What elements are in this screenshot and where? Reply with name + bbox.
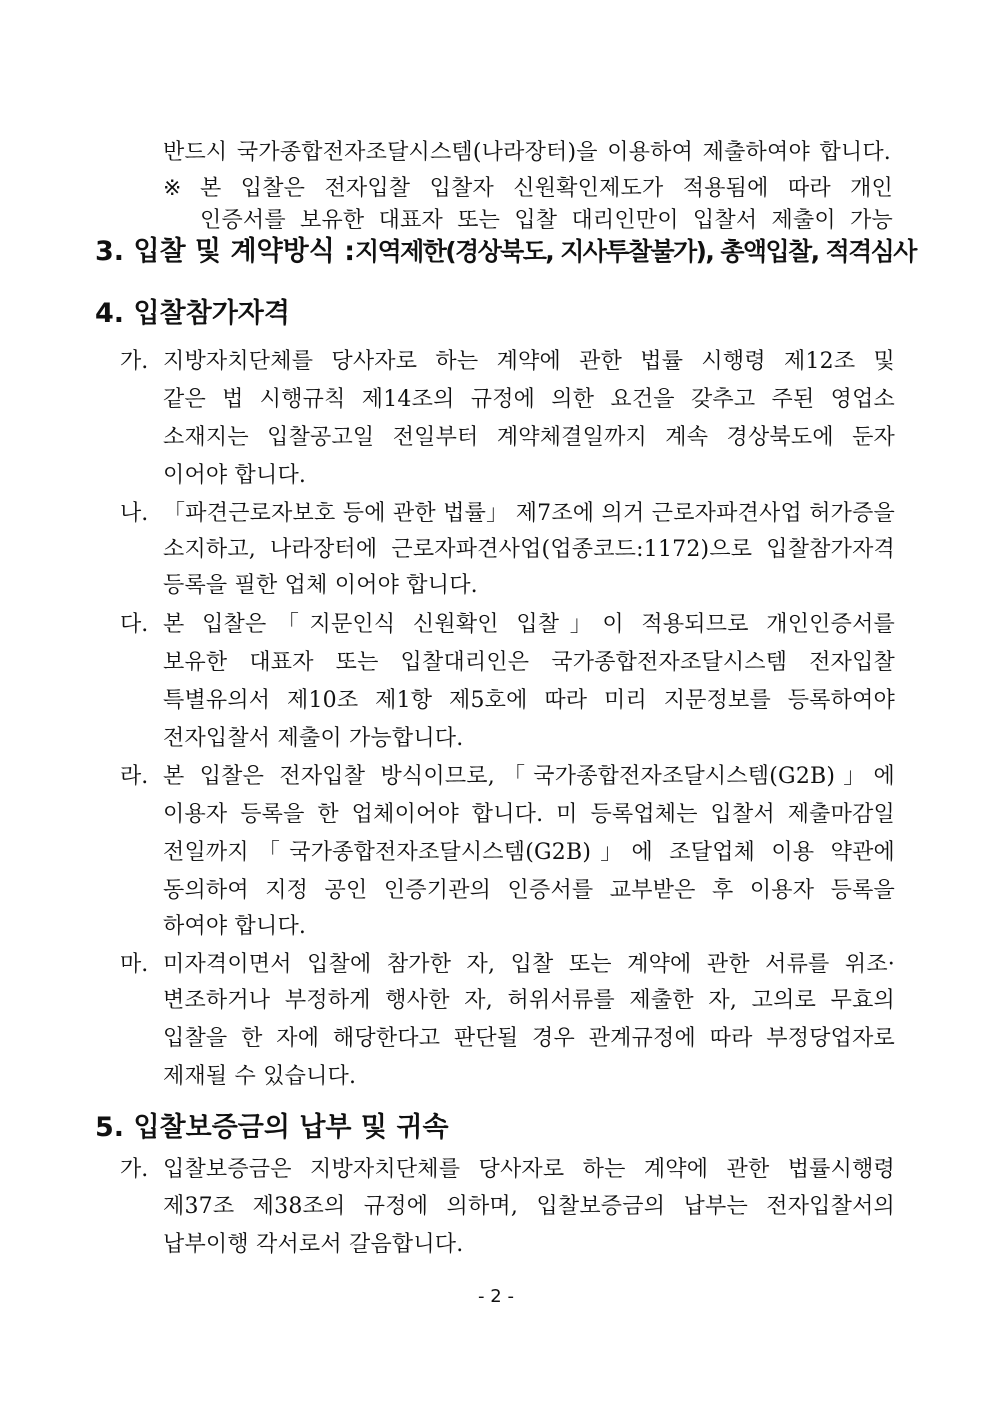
section-3-heading (95, 232, 916, 272)
intro-line-1: 반드시 국가종합전자조달시스템(나라장터)을 이용하여 제출하여야 합니다. (163, 140, 891, 165)
item-label: 가. (120, 349, 149, 374)
item-text-line: 변조하거나 부정하게 행사한 자, 허위서류를 제출한 자, 고의로 무효의 (163, 988, 895, 1013)
item-text-line: 본 입찰은「지문인식 신원확인 입찰」이 적용되므로 개인인증서를 (163, 612, 895, 637)
item-text-line: 이용자 등록을 한 업체이어야 합니다. 미 등록업체는 입찰서 제출마감일 (163, 802, 895, 827)
item-text-line: 제재될 수 있습니다. (163, 1064, 357, 1089)
item-label: 라. (120, 764, 149, 789)
item-text-line: 「파견근로자보호 등에 관한 법률」 제7조에 의거 근로자파견사업 허가증을 (163, 501, 895, 526)
item-text-line: 동의하여 지정 공인 인증기관의 인증서를 교부받은 후 이용자 등록을 (163, 878, 895, 903)
item-text-line: 납부이행 각서로서 갈음합니다. (163, 1232, 464, 1257)
item-label: 마. (120, 952, 149, 977)
section-3-value: 지역제한(경상북도, 지사투찰불가), 총액입찰, 적격심사 (355, 237, 916, 266)
item-text-line: 입찰보증금은 지방자치단체를 당사자로 하는 계약에 관한 법률시행령 (163, 1157, 895, 1182)
item-text-line: 보유한 대표자 또는 입찰대리인은 국가종합전자조달시스템 전자입찰 (163, 650, 895, 675)
item-text-line: 본 입찰은 전자입찰 방식이므로,「국가종합전자조달시스템(G2B)」에 (163, 764, 895, 789)
item-label: 다. (120, 612, 149, 637)
page-number: - 2 - (478, 1286, 514, 1307)
section-3-title: 3. 입찰 및 계약방식 : (95, 236, 356, 267)
item-label: 나. (120, 501, 149, 526)
item-text-line: 이어야 합니다. (163, 463, 307, 488)
note-line-2: 인증서를 보유한 대표자 또는 입찰 대리인만이 입찰서 제출이 가능 (200, 208, 893, 233)
item-text-line: 전자입찰서 제출이 가능합니다. (163, 726, 464, 751)
item-text-line: 미자격이면서 입찰에 참가한 자, 입찰 또는 계약에 관한 서류를 위조· (163, 952, 895, 977)
section-5-heading: 5. 입찰보증금의 납부 및 귀속 (95, 1112, 449, 1143)
note-mark: ※ (163, 176, 182, 201)
item-text-line: 특별유의서 제10조 제1항 제5호에 따라 미리 지문정보를 등록하여야 (163, 688, 895, 713)
item-text-line: 하여야 합니다. (163, 914, 307, 939)
item-text-line: 지방자치단체를 당사자로 하는 계약에 관한 법률 시행령 제12조 및 (163, 349, 895, 374)
section-4-heading: 4. 입찰참가자격 (95, 298, 290, 329)
item-text-line: 입찰을 한 자에 해당한다고 판단될 경우 관계규정에 따라 부정당업자로 (163, 1026, 895, 1051)
item-text-line: 등록을 필한 업체 이어야 합니다. (163, 573, 478, 598)
item-text-line: 전일까지「국가종합전자조달시스템(G2B)」에 조달업체 이용 약관에 (163, 840, 895, 865)
note-line-1: 본 입찰은 전자입찰 입찰자 신원확인제도가 적용됨에 따라 개인 (200, 176, 893, 201)
item-text-line: 소재지는 입찰공고일 전일부터 계약체결일까지 계속 경상북도에 둔자 (163, 425, 895, 450)
item-text-line: 같은 법 시행규칙 제14조의 규정에 의한 요건을 갖추고 주된 영업소 (163, 387, 895, 412)
item-text-line: 제37조 제38조의 규정에 의하며, 입찰보증금의 납부는 전자입찰서의 (163, 1194, 895, 1219)
item-label: 가. (120, 1157, 149, 1182)
item-text-line: 소지하고, 나라장터에 근로자파견사업(업종코드:1172)으로 입찰참가자격 (163, 537, 895, 562)
